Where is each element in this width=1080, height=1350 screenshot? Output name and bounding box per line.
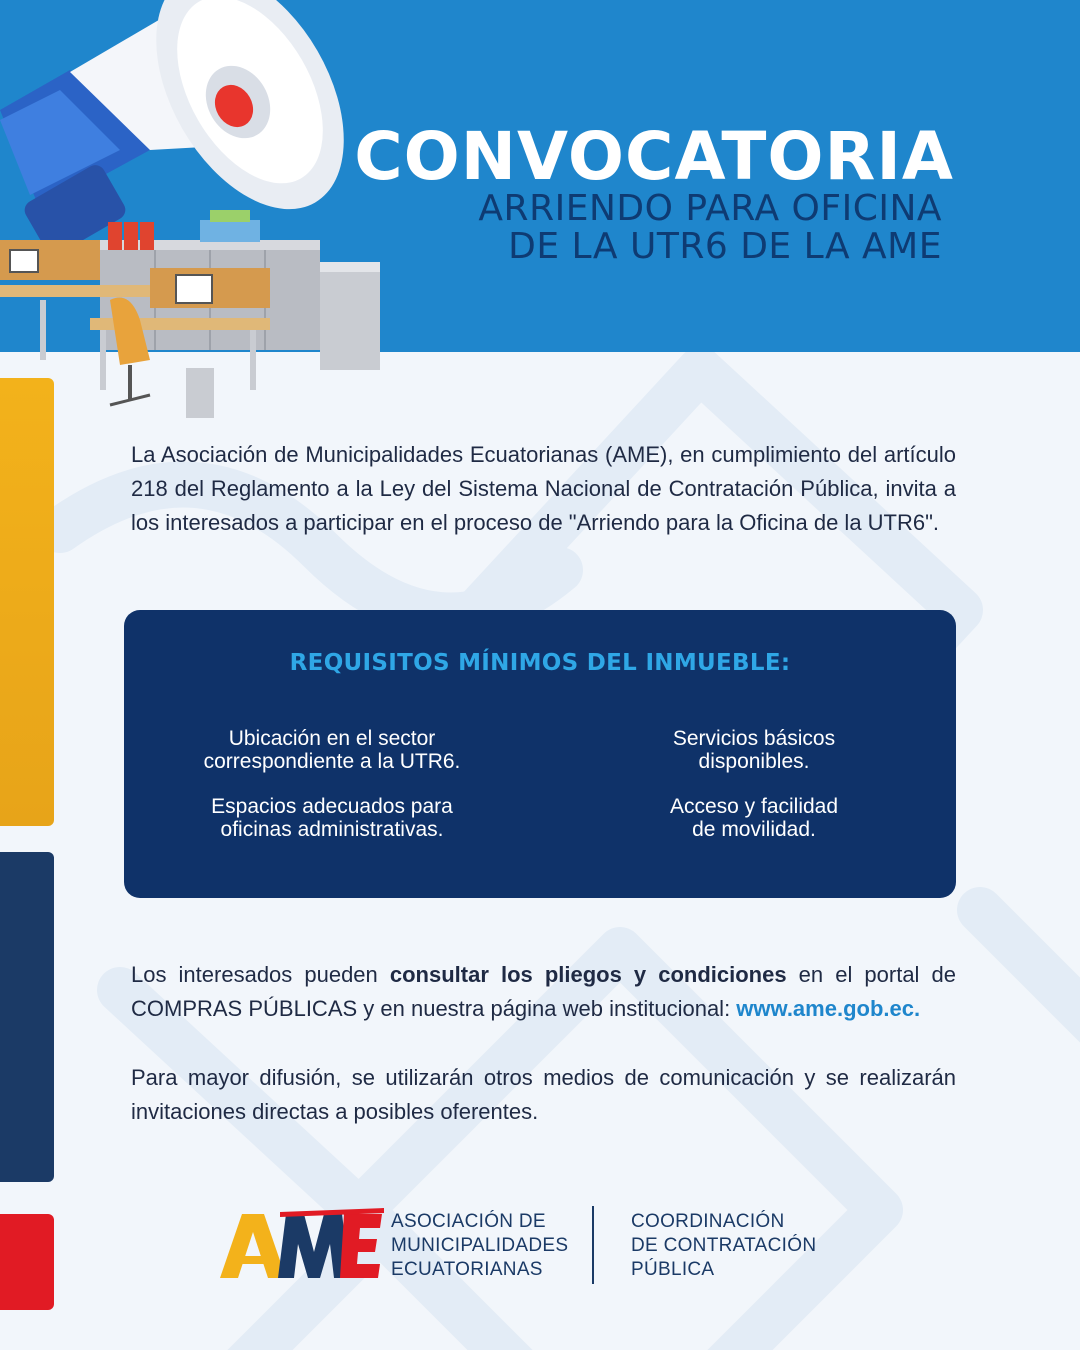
requirement-line: de movilidad. — [692, 818, 816, 841]
requirement-line: Servicios básicos — [672, 727, 836, 750]
org-line: MUNICIPALIDADES — [391, 1235, 569, 1256]
department-name — [631, 1210, 816, 1282]
diffusion-paragraph: Para mayor difusión, se utilizarán otros medios de comunicación y se realizarán invitaciones directas a posibles oferentes. — [131, 1065, 956, 1124]
left-strip-red — [0, 1214, 54, 1310]
ame-logo — [220, 1208, 384, 1280]
dept-line: DE CONTRATACIÓN — [631, 1235, 817, 1256]
requirement-line: correspondiente a la UTR6. — [203, 750, 461, 773]
org-line: ECUATORIANAS — [391, 1259, 543, 1280]
page-title: CONVOCATORIA — [354, 118, 954, 195]
org-line: ASOCIACIÓN DE — [391, 1211, 546, 1232]
left-strip-navy — [0, 852, 54, 1182]
megaphone-office-illustration — [0, 0, 470, 420]
consult-text-2: en el portal de COMPRAS PÚBLICAS y en nuestra página web institucional: — [131, 962, 956, 1021]
requirement-line: oficinas administrativas. — [220, 818, 444, 841]
footer-divider — [592, 1206, 594, 1284]
requirements-title: REQUISITOS MÍNIMOS DEL INMUEBLE: — [289, 650, 791, 676]
consult-text-1: Los interesados pueden — [131, 962, 390, 987]
subtitle-line-1: ARRIENDO PARA OFICINA — [478, 188, 942, 229]
intro-paragraph: La Asociación de Municipalidades Ecuatorianas (AME), en cumplimiento del artículo 218 del Reglamento a la Ley del Sistema Nacional de Contratación Pública, invita a los interesados a participar en el proceso de "Arriendo para la Oficina de la UTR6". — [131, 442, 956, 535]
consult-bold-text: consultar los pliegos y condiciones — [389, 962, 787, 987]
requirements-box — [124, 610, 956, 898]
requirement-line: disponibles. — [698, 750, 810, 773]
requirement-line: Acceso y facilidad — [669, 795, 839, 818]
requirement-access — [584, 795, 924, 841]
requirement-location — [162, 727, 502, 773]
requirement-line: Espacios adecuados para — [211, 795, 453, 818]
consult-paragraph — [131, 958, 956, 1026]
megaphone-icon — [0, 0, 383, 258]
page-subtitle — [478, 190, 942, 266]
requirement-line: Ubicación en el sector — [228, 727, 436, 750]
website-link[interactable]: www.ame.gob.ec. — [736, 996, 921, 1021]
organization-name — [391, 1210, 568, 1282]
subtitle-line-2: DE LA UTR6 DE LA AME — [508, 226, 942, 267]
left-strip-yellow — [0, 378, 54, 826]
requirement-spaces — [162, 795, 502, 841]
requirement-services — [584, 727, 924, 773]
dept-line: PÚBLICA — [631, 1259, 715, 1280]
dept-line: COORDINACIÓN — [631, 1211, 785, 1232]
